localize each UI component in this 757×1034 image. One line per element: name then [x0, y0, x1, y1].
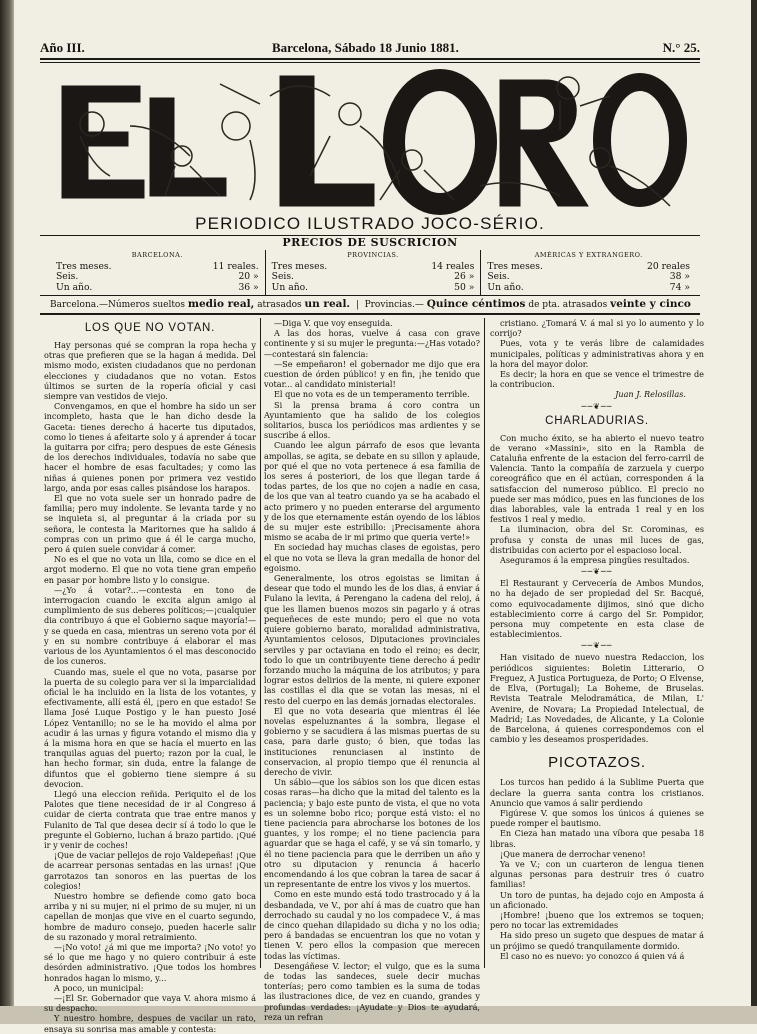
article-paragraph: Han visitado de nuevo nuestra Redaccion, los periódicos siguientes: Boletin Litterario, O Freguez, A Justica Portugueza, de Porto; O Elvense, de Elva, (Portugal); La Boheme, de Bruselas. Revista Teatrale Melodramática, de Milan, L' Avenire, de Novara; La Propiedad Intelectual, de Madrid; Las Novedades, de Alicante, y La Colonie de Barcelona, á quienes correspondemos con el cambio y les deseamos prosperidades.: [490, 652, 704, 745]
year-label: Año III.: [40, 40, 85, 55]
rates-provincias: [265, 250, 481, 296]
article-paragraph: —Se empeñaron! el gobernador me dijo que era cuestion de órden público! y en fin, ¡he tenido que votar... al candidato ministerial!: [264, 358, 480, 390]
article-title: LOS QUE NO VOTAN.: [84, 322, 216, 334]
article-paragraph: Un toro de puntas, ha dejado cojo en Amposta á un aficionado.: [490, 889, 704, 910]
subscription-table: [50, 250, 696, 296]
article-paragraph: ¡Hombre! ¡bueno que los extremos se toquen; pero no tocar las extremidades: [490, 909, 704, 931]
article-columns: [44, 318, 704, 1034]
column-3: [490, 318, 704, 978]
rate-row: Tres meses. 14 reales: [271, 260, 475, 272]
rate-row: Un año. 50 »: [271, 281, 475, 293]
subscription-heading: PRECIOS DE SUSCRICION: [282, 236, 458, 249]
article-paragraph: cristiano. ¿Tomará V. á mal si yo lo aumento y lo corrijo?: [490, 318, 704, 339]
article-paragraph: Figúrese V. que somos los únicos á quienes se puede romper el bautismo.: [490, 807, 704, 829]
rates-region: PROVINCIAS.: [347, 251, 399, 259]
rates-region: BARCELONA.: [131, 251, 183, 259]
scan-right-edge: [751, 0, 757, 1024]
article-paragraph: Nuestro hombre se defiende como gato boca arriba y ni su mujer, ni el primo de su mujer, ni un capellan de monjas que vive en el cuarto segundo, hombre de maduro consejo, pueden hacerle salir de su razonado y moral retraimiento.: [44, 890, 256, 942]
rate-row: Un año. 74 »: [487, 281, 691, 293]
rate-row: Un año. 36 »: [56, 281, 259, 293]
rates-rule: [40, 295, 700, 296]
ornament-divider: ──❦──: [581, 401, 613, 411]
rates-barcelona: [50, 250, 265, 296]
article-paragraph: Aseguramos á la empresa pingües resultados.: [500, 555, 690, 566]
article-paragraph: Cuando mas, suele el que no vota, pasarse por la puerta de su colegio para ver si la imparcialidad oficial le ha incluido en la lista de los votantes, y efectivamente, allí está él, ¡pero en que estado! Se llama José Luque Postigo y le han puesto José López Ventanillo; no se le ha movido el alma por acudir á las urnas y figura votando el mismo dia y á la misma hora en que se hacía el muerto en las tranquilas aguas del puerto; razon por la cual, le han hecho formar, sin duda, entre la falange de difuntos que el gobierno tiene siempre á su devocion.: [44, 666, 256, 789]
article-paragraph: El Restaurant y Cervecería de Ambos Mundos, no ha dejado de ser propiedad del Sr. Bacqué, como equivocadamente dijimos, sinó que dicho establecimiento corre á cargo del Sr. Pompidor, persona muy competente en esta clase de establecimientos.: [490, 578, 704, 640]
notice-rule: [40, 313, 700, 315]
column-2: [264, 318, 480, 1022]
article-paragraph: A poco, un municipal:: [54, 982, 144, 993]
article-paragraph: El que no vota suele ser un honrado padre de familia; pero muy indolente. Se levanta tarde y no se inquieta si, al preguntar á la criada por su señora, le contesta la Maritornes que ha salido á compras con un primo que á él le carga mucho, pero á quien suele convidar á comer.: [44, 493, 256, 555]
masthead-subtitle: PERIODICO ILUSTRADO JOCO-SÉRIO.: [195, 214, 545, 233]
ornament-divider: ──❦──: [581, 567, 613, 577]
article-paragraph: —Diga V. que voy enseguida.: [274, 318, 393, 328]
article-paragraph: Es decir; la hora en que se vence el trimestre de la contribucion.: [490, 369, 704, 390]
masthead-illustration: [40, 66, 700, 216]
rate-row: Tres meses. 11 reales.: [56, 260, 259, 272]
issue-number: N.° 25.: [662, 40, 700, 55]
article-paragraph: No es el que no vota un lila, como se dice en el argot moderno. El que no vota tiene gran empeño en pasar por hombre listo y lo consigue.: [44, 554, 256, 585]
ornament-divider: ──❦──: [581, 641, 613, 651]
section-title-picotazos: PICOTAZOS.: [548, 754, 646, 772]
rate-row: Tres meses. 20 reales: [487, 260, 691, 272]
article-paragraph: —¡No voto! ¿á mi que me importa? ¡No voto! yo sé lo que me hago y no quiero contribuir á este desórden administrativo. ¡Que todos los hombres honrados hagan lo mismo, y...: [44, 941, 256, 983]
rate-row: Seis. 26 »: [271, 271, 475, 282]
rate-row: Seis. 38 »: [487, 271, 691, 282]
article-signature: Juan J. Relosillas.: [615, 389, 686, 400]
article-paragraph: Desengáñese V. lector; el vulgo, que es la suma de todas las sandeces, suele decir muchas tonterías; pero como tambien es la suma de todas las ilustraciones dice, de vez en cuando, grandes y profundas verdades: ¡Ayudate y Dios te ayudará, reza un refran: [264, 960, 480, 1022]
article-paragraph: Pues, vota y te verás libre de calamidades municipales, políticas y administrativas ahora y en la hora del mayor dolor.: [490, 338, 704, 369]
article-paragraph: —¡El Sr. Gobernador que vaya V. ahora mismo á su despacho.: [44, 993, 256, 1014]
article-paragraph: La iluminacion, obra del Sr. Corominas, es profusa y consta de unas mil luces de gas, distribuidas con acierto por el espacioso local.: [490, 524, 704, 555]
top-rule: [40, 58, 700, 60]
article-paragraph: En sociedad hay muchas clases de egoistas, pero el que no vota se lleva la gran medalla de honor del egoismo.: [264, 542, 480, 573]
article-paragraph: En Cieza han matado una víbora que pesaba 18 libras.: [490, 828, 704, 849]
article-paragraph: Ya ve V.; con un cuarteron de lengua tienen algunas personas para destruir tres ó cuatro familias!: [490, 858, 704, 890]
single-issue-notice: Barcelona.—Números sueltos medio real, atrasados un real. | Provincias.— Quince céntimos de pta. atrasados veinte y cinco: [50, 298, 691, 310]
column-1: [44, 318, 256, 1034]
top-rule-thin: [40, 62, 700, 63]
rates-america: [480, 250, 696, 296]
article-paragraph: Hay personas qué se compran la ropa hecha y otras que prefieren que se la hagan á medida. Del mismo modo, existen ciudadanos que no perdonan elecciones y ciudadanos que no votan. Estos últimos se surten de la ropería oficial y casi siempre van vestidos de viejo.: [44, 340, 256, 402]
article-paragraph: A las dos horas, vuelve á casa con grave continente y si su mujer le pregunta:—¿Has votado?—contestará sin falencia:: [264, 328, 480, 359]
masthead-title-artwork: [62, 76, 678, 206]
article-paragraph: Convengamos, en que el hombre ha sido un ser incompleto, hasta que le han dicho desde la Gaceta: tienes derecho á hacerte tus diputados, como lo tienes á afeitarte solo y á aprender á tocar la guitarra por cifra; pero despues de este Génesis de los derechos individuales, todavía no sabe que hacer el hombre de esas facultades; y como las niñas á quienes ponen por primera vez vestido largo, anda por esas calles pisándose los harapos.: [44, 401, 256, 493]
article-paragraph: El que no vota es de un temperamento terrible.: [274, 389, 470, 400]
article-paragraph: Un sábio—que los sábios son los que dicen estas cosas raras—ha dicho que la mitad del talento es la paciencia; y bajo este punto de vista, el que no vota es un solemne bobo rico; porque está visto: el no tiene paciencia para abrocharse los botones de los guantes, y los rompe; el no tiene paciencia para aguardar que se haga el café, y se vá sin tomarlo, y él no tiene paciencia para que le derriben un año y otro su diputacion y renuncia á hacerlo encomendando á los que cobran la tarea de sacar á un representante de entre los vivos y los muertos.: [264, 777, 480, 890]
article-paragraph: Si la prensa brama á coro contra un Ayuntamiento que ha salido de los colegios solitarios, busca los periódicos mas ardientes y se suscribe á ellos.: [264, 399, 480, 441]
article-paragraph: Como en este mundo está todo trastrocado y á la desbandada, ve V., por ahí á mas de cuatro que han derrochado su caudal y no los compadece V., á mas de cinco quehan dilapidado su dicha y no los odia; pero á bandadas se encuentran los que no votan y tienen V. pero ellos la compasion que merecen todas las víctimas.: [264, 889, 480, 961]
article-paragraph: Ha sido preso un sugeto que despues de matar á un prójimo se quedó tranquilamente dormido.: [490, 930, 704, 951]
article-paragraph: Generalmente, los otros egoistas se limitan á desear que todo el mundo les de los dias, á enviar á Fulano la levita, á Perengano la cadena del reloj, á que les llamen buenos mozos sin pagarlo y á otras pequeñeces de este mundo; pero el que no vota quiere gobierno barato, moralidad administrativa, Ayuntamientos celosos, Diputaciones provinciales serviles y par octaviana en todo el reino; es decir, todo lo que un contribuyente tiene derecho á pedir forzando mucho la máquina de los atributos; y para lograr estos delirios de la mente, ni quiere exponer las costillas el dia que se votan las mesas, ni el resto del cuerpo en las demás jornadas electorales.: [264, 573, 480, 706]
article-paragraph: ¡Que de vaciar pellejos de rojo Valdepeñas! ¡Que de acarrear personas sentadas en las urnas! ¡Que garrotazos tan sonoros en las puertas de los colegios!: [44, 850, 256, 891]
rate-row: Seis. 20 »: [56, 271, 259, 282]
article-paragraph: Con mucho éxito, se ha abierto el nuevo teatro de verano «Massini», sito en la Rambla de Cataluña enfrente de la estacion del ferro-carril de Valencia. Tanto la compañía de zarzuela y cuerpo coreográfico que en él actúan, corresponden á la satisfaccion del numeroso público. El precio no puede ser mas módico, pues en las funciones de los dias laborables, vale la entrada 1 real y en los festivos 1 real y medio.: [490, 432, 704, 525]
article-paragraph: Llegó una eleccion reñida. Periquito el de los Palotes que tiene necesidad de ir al Congreso á cuidar de cierta contrata que trae entre manos y Fulanito de Tal que desea decir sí á todo lo que le pregunte el Gobierno, luchan á brazo partido. ¡Qué ir y venir de coches!: [44, 788, 256, 850]
article-paragraph: ¡Que manera de derrochar veneno!: [500, 848, 646, 859]
article-paragraph: Los turcos han pedido á la Sublime Puerta que declare la guerra santa contra los cristianos. Anuncio que vamos á salir perdiendo: [490, 777, 704, 808]
article-paragraph: El caso no es nuevo: yo conozco á quien vá á: [500, 950, 685, 961]
section-title-charladurias: CHARLADURIAS.: [545, 414, 649, 427]
article-paragraph: Y nuestro hombre, despues de vacilar un rato, ensaya su sonrisa mas amable y contesta:: [44, 1013, 256, 1034]
article-paragraph: El que no vota desearia que mientras él lée novelas espeluznantes á la sombra, llegase el gobierno y se sacudiera á las mismas puertas de su casa, para darle gusto; ó bien, que todas las instituciones renunciasen al instinto de conservacion, al propio tiempo que él renuncia al derecho de vivir.: [264, 705, 480, 777]
article-paragraph: —¿Yo á votar?...—contesta en tono de interrogacion cuando le excita algun amigo al cumplimiento de sus deberes políticos;—¡cualquier dia contribuyo á que el Gobierno saque mayoría!—y se queda en casa, mientras un sereno vota por él y en su nombre contribuye á elaborar el mas various de los Ayuntamientos ó el mas desconocido de los cuneros.: [44, 584, 256, 667]
article-paragraph: Cuando lee algun párrafo de esos que levanta ampollas, se agita, se debate en su sillon y aplaude, por qué el que no vota pertenece á esa familia de los seres á posteriori, de los que llegan tarde á todas partes, de los que no cojen a nadie en casa, de los que van al teatro cuando ya se ha acabado el acto primero y no pueden enterarse del argumento y de los que eternamente están oyendo de los lábios de su mujer este estribillo: ¡Precisamente ahora mismo se acaba de ir mi primo que queria verte!»: [264, 440, 480, 543]
rates-region: AMÉRICAS Y EXTRANGERO.: [534, 251, 643, 259]
scan-binding-edge: [0, 0, 14, 1024]
date-label: Barcelona, Sábado 18 Junio 1881.: [272, 40, 459, 55]
